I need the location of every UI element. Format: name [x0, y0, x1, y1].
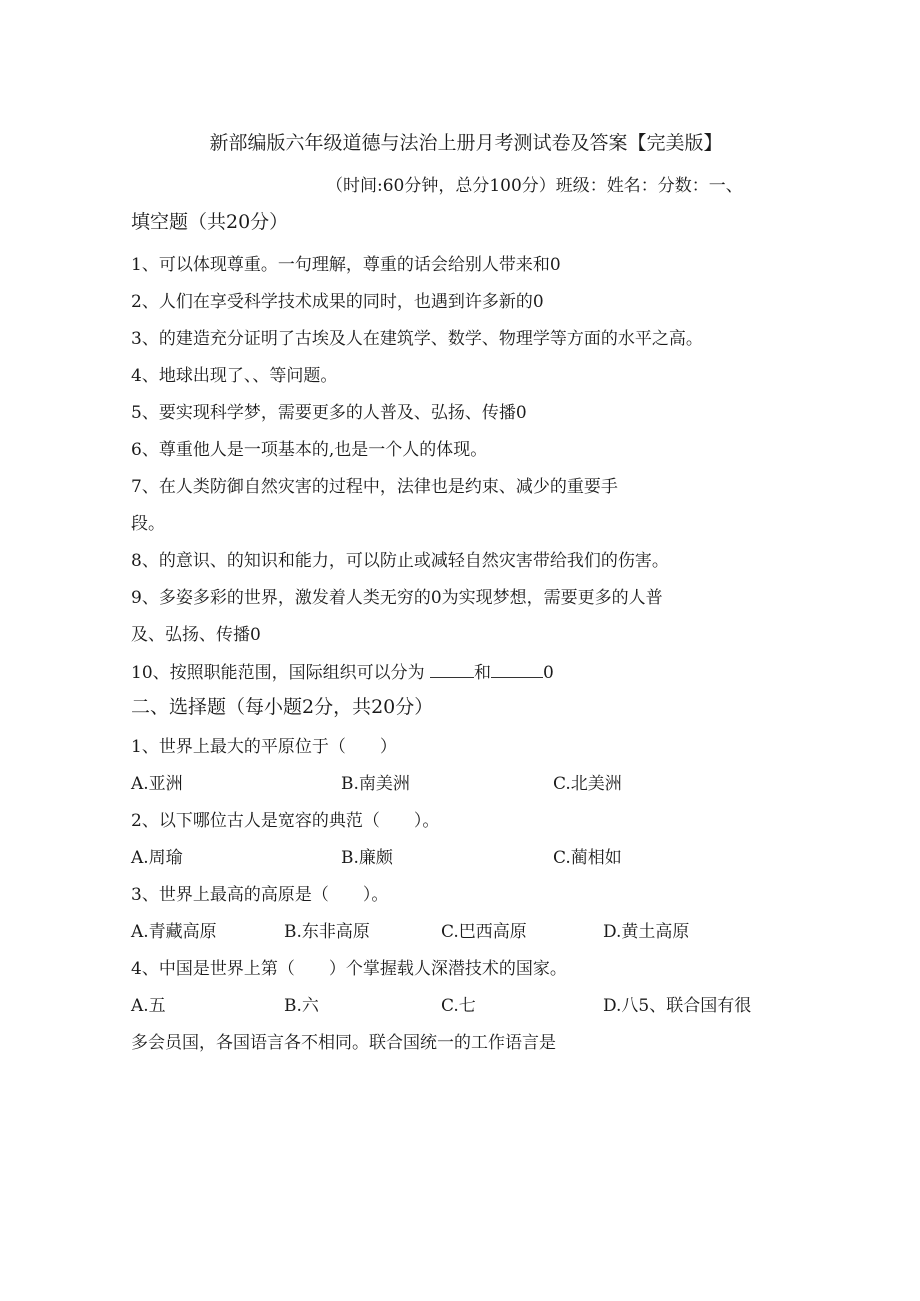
choice-option: A.青藏高原: [131, 922, 217, 942]
section2-heading: 二、选择题（每小题2分，共20分）: [131, 696, 434, 718]
choice-option: B.六: [284, 996, 319, 1016]
choice-option: C.蔺相如: [553, 848, 622, 868]
choice-option: B.东非高原: [284, 922, 370, 942]
fill-item-10: [131, 661, 554, 684]
choice-option: B.南美洲: [341, 774, 410, 794]
choice-option: A.周瑜: [131, 848, 183, 868]
fill-item: 5、要实现科学梦，需要更多的人普及、弘扬、传播0: [131, 403, 527, 423]
fill-item: 3、的建造充分证明了古埃及人在建筑学、数学、物理学等方面的水平之高。: [131, 329, 703, 349]
choice-option: B.廉颇: [341, 848, 393, 868]
answer-blank: [430, 661, 474, 678]
fill-item-continuation: 段。: [131, 514, 165, 534]
choice-question: 2、以下哪位古人是宽容的典范（ ）。: [131, 811, 440, 831]
document-title: 新部编版六年级道德与法治上册月考测试卷及答案【完美版】: [209, 132, 723, 154]
choice-question: 1、世界上最大的平原位于（ ）: [131, 737, 397, 757]
item10-suffix: 0: [543, 663, 554, 683]
choice-option: C.巴西高原: [441, 922, 527, 942]
fill-item: 1、可以体现尊重。一句理解，尊重的话会给别人带来和0: [131, 255, 561, 275]
choice-option: C.七: [441, 996, 476, 1016]
choice-option: A.亚洲: [131, 774, 183, 794]
choice-question: 3、世界上最高的高原是（ ）。: [131, 885, 389, 905]
answer-blank: [491, 661, 543, 678]
section1-heading: 填空题（共20分）: [131, 211, 289, 233]
exam-info-line: （时间:60分钟，总分100分）班级：姓名：分数：一、: [326, 176, 743, 196]
question-continuation: 多会员国，各国语言各不相同。联合国统一的工作语言是: [131, 1033, 556, 1053]
fill-item: 6、尊重他人是一项基本的,也是一个人的体现。: [131, 440, 488, 460]
choice-question: 4、中国是世界上第（ ）个掌握载人深潜技术的国家。: [131, 959, 567, 979]
fill-item: 4、地球出现了、、等问题。: [131, 366, 338, 386]
item10-prefix: 10、按照职能范围，国际组织可以分为: [131, 663, 425, 683]
choice-option: D.黄土高原: [603, 922, 690, 942]
fill-item-continuation: 及、弘扬、传播0: [131, 625, 261, 645]
fill-item: 7、在人类防御自然灾害的过程中，法律也是约束、减少的重要手: [131, 477, 618, 497]
fill-item: 2、人们在享受科学技术成果的同时，也遇到许多新的0: [131, 292, 544, 312]
choice-option: C.北美洲: [553, 774, 622, 794]
item10-middle: 和: [474, 663, 492, 683]
fill-item: 9、多姿多彩的世界，激发着人类无穷的0为实现梦想，需要更多的人普: [131, 588, 663, 608]
fill-item: 8、的意识、的知识和能力，可以防止或减轻自然灾害带给我们的伤害。: [131, 551, 669, 571]
choice-option: D.八5、联合国有很: [603, 996, 752, 1016]
choice-option: A.五: [131, 996, 166, 1016]
